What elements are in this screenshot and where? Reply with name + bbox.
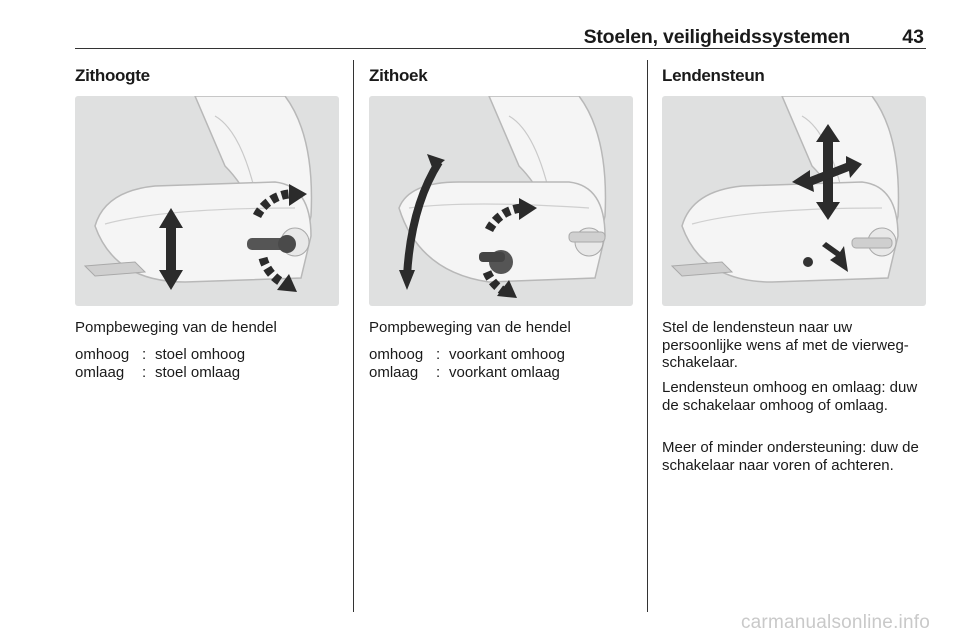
caption-zithoogte: Pompbeweging van de hendel <box>75 319 277 336</box>
definition-separator: : <box>436 346 441 363</box>
definition-separator: : <box>142 346 147 363</box>
definition-value: stoel omhoog <box>155 346 246 363</box>
paragraph: Stel de lendensteun naar uw persoonlijke wens af met de vierweg-schakelaar. <box>662 319 909 371</box>
lumbar-support-illustration <box>662 96 926 306</box>
watermark: carmanualsonline.info <box>740 612 930 633</box>
section-title-zithoek: Zithoek <box>369 66 428 85</box>
definition-list-zithoek <box>369 346 639 382</box>
definition-list-zithoogte <box>75 346 345 382</box>
definition-key: omlaag <box>369 364 419 381</box>
definition-key: omlaag <box>75 364 125 381</box>
definition-row <box>75 346 345 364</box>
seat-tilt-illustration <box>369 96 633 306</box>
paragraph: Meer of minder ondersteuning: duw de schakelaar naar voren of achteren. <box>662 439 919 474</box>
definition-row <box>369 364 639 382</box>
paragraph: Lendensteun omhoog en omlaag: duw de schakelaar omhoog of omlaag. <box>662 379 918 414</box>
seat-height-illustration <box>75 96 339 306</box>
page-number: 43 <box>902 26 924 48</box>
header-rule <box>75 48 926 49</box>
definition-separator: : <box>436 364 441 381</box>
header-title: Stoelen, veiligheidssystemen <box>583 26 850 48</box>
column-divider <box>647 60 648 612</box>
caption-zithoek: Pompbeweging van de hendel <box>369 319 571 336</box>
definition-row <box>75 364 345 382</box>
definition-key: omhoog <box>369 346 424 363</box>
section-title-lendensteun: Lendensteun <box>662 66 765 85</box>
definition-value: voorkant omlaag <box>449 364 560 381</box>
definition-value: stoel omlaag <box>155 364 241 381</box>
section-title-zithoogte: Zithoogte <box>75 66 150 85</box>
definition-value: voorkant omhoog <box>449 346 565 363</box>
definition-separator: : <box>142 364 147 381</box>
definition-key: omhoog <box>75 346 130 363</box>
column-divider <box>353 60 354 612</box>
definition-row <box>369 346 639 364</box>
